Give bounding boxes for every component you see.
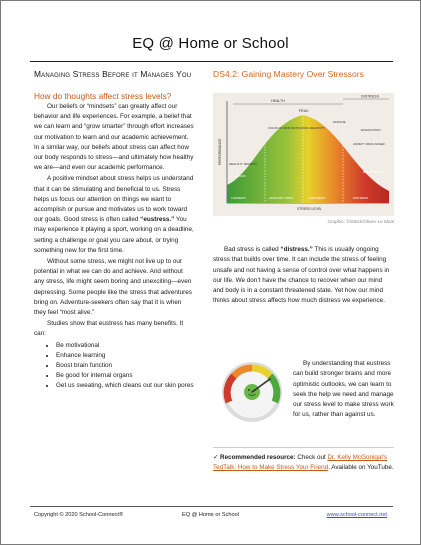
list-item: • Get us sweating, which cleans out our skin pores (56, 381, 194, 391)
check-icon: ✓ (213, 454, 219, 461)
paragraph-positive-mindset (34, 174, 194, 256)
footer-url-link[interactable]: www.school-connect.net (326, 512, 387, 518)
text-run: A positive mindset about stress helps us understand that it can be stimulating and beneficial to us. Stress helps us focus our attention on things we want to accomplish or pursue and motivates us to work toward our goals. Good stress is often called (34, 175, 194, 224)
left-heading: How do thoughts affect stress levels? (34, 91, 172, 101)
label-exhaustion: EXHAUSTION (361, 128, 381, 132)
zone-eustress: EUSTRESS (309, 196, 326, 200)
page-title: EQ @ Home or School (132, 35, 289, 52)
stress-curve-graphic (213, 93, 394, 216)
zone-laziness: LAZINESS (231, 196, 246, 200)
right-section-title: DS4.2: Gaining Mastery Over Stressors (213, 69, 364, 79)
distress-term: “distress.” (280, 246, 313, 253)
list-item: • Be good for internal organs (56, 371, 194, 381)
paragraph-studies: Studies show that eustress has many benefits. It can: (34, 320, 184, 338)
paragraph-without-stress: Without some stress, we might not live up to our potential in what we can do and achieve. And without any stress, life might seem boring and unexciting—even depressing. Some people like the stress that adventures bring on. Adventure-seekers often say that it is when they feel “most alive.” (34, 258, 192, 317)
y-axis-label: PERFORMANCE (218, 138, 222, 165)
footer-copyright: Copyright © 2020 School-Connect® (34, 512, 124, 518)
text-run: . Available on YouTube. (328, 464, 394, 472)
recommended-resource (213, 447, 394, 474)
resource-label: Recommended resource: (220, 454, 296, 461)
text-run: This is usually ongoing stress that builds over time. It can include the stress of feeling unsafe and not having a sense of control over what happens in our life. We don’t have the chance to recover when our mind and body is in a constant threatened state. Yet how our mind thinks about stress affects how much distress we experience. (213, 246, 390, 305)
zone-distress: DISTRESS (353, 196, 369, 200)
label-fatigue: FATIGUE (333, 120, 346, 124)
left-section-title: Managing Stress Before it Manages You (34, 69, 192, 79)
graphic-credit: Graphic: ©iStock/Olivier Le Moal (327, 219, 394, 224)
text-run: Check out (295, 454, 328, 461)
paragraph-mindsets: Our beliefs or “mindsets” can greatly affect our behavior and life experiences. For example, a belief that we can learn and “grow smarter” through effort increases our motivation to learn and our academic achievement. In a similar way, our beliefs about stress can affect how our body responds to stress—and ultimately how healthy we are—and even our academic performance. (34, 103, 194, 172)
label-healthy-tension: HEALTHY TENSION (229, 162, 257, 166)
label-focus: FOCUS OF MIND MOTIVATION CREATIVITY (268, 126, 326, 130)
text-run: By understanding that eustress can build stronger brains and more optimistic outlooks, we can learn to seek the help we need and manage our stress level to make stress work for us, rather than against us. (293, 360, 394, 419)
text-run: Bad stress is called (224, 246, 281, 253)
text-run: You may experience it playing a sport, working on a deadline, setting a challenge or goal you care about, or trying something new for the first time. (34, 216, 194, 254)
list-item: • Be motivational (56, 341, 194, 351)
face-eye (248, 389, 250, 391)
footer-divider (30, 506, 393, 507)
label-health: HEALTH (271, 99, 285, 103)
list-item: • Enhance learning (56, 351, 194, 361)
eustress-term: “eustress.” (140, 216, 175, 224)
footer-title: EQ @ Home or School (182, 512, 239, 518)
tedtalk-link[interactable]: Dr. Kelly McGonigal’s TedTalk: How to Make Stress Your Friend (213, 454, 388, 472)
label-distress-top: DISTRESS (361, 94, 379, 99)
stress-gauge-icon (214, 357, 290, 423)
zone-comfort: COMFORT ZONE (269, 196, 294, 200)
left-column (34, 67, 194, 392)
label-boredom: BOREDOM (230, 174, 246, 178)
right-column (213, 67, 394, 79)
title-divider (30, 61, 393, 62)
label-breakdown: BREAKDOWN (363, 170, 383, 174)
list-item: • Boost brain function (56, 361, 194, 371)
benefits-list (34, 341, 194, 392)
paragraph-distress (213, 245, 394, 307)
label-anxiety: ANXIETY PANIC ANGER (353, 142, 385, 146)
x-axis-label: STRESS LEVEL (297, 207, 323, 211)
label-peak: PEAK (299, 109, 309, 113)
